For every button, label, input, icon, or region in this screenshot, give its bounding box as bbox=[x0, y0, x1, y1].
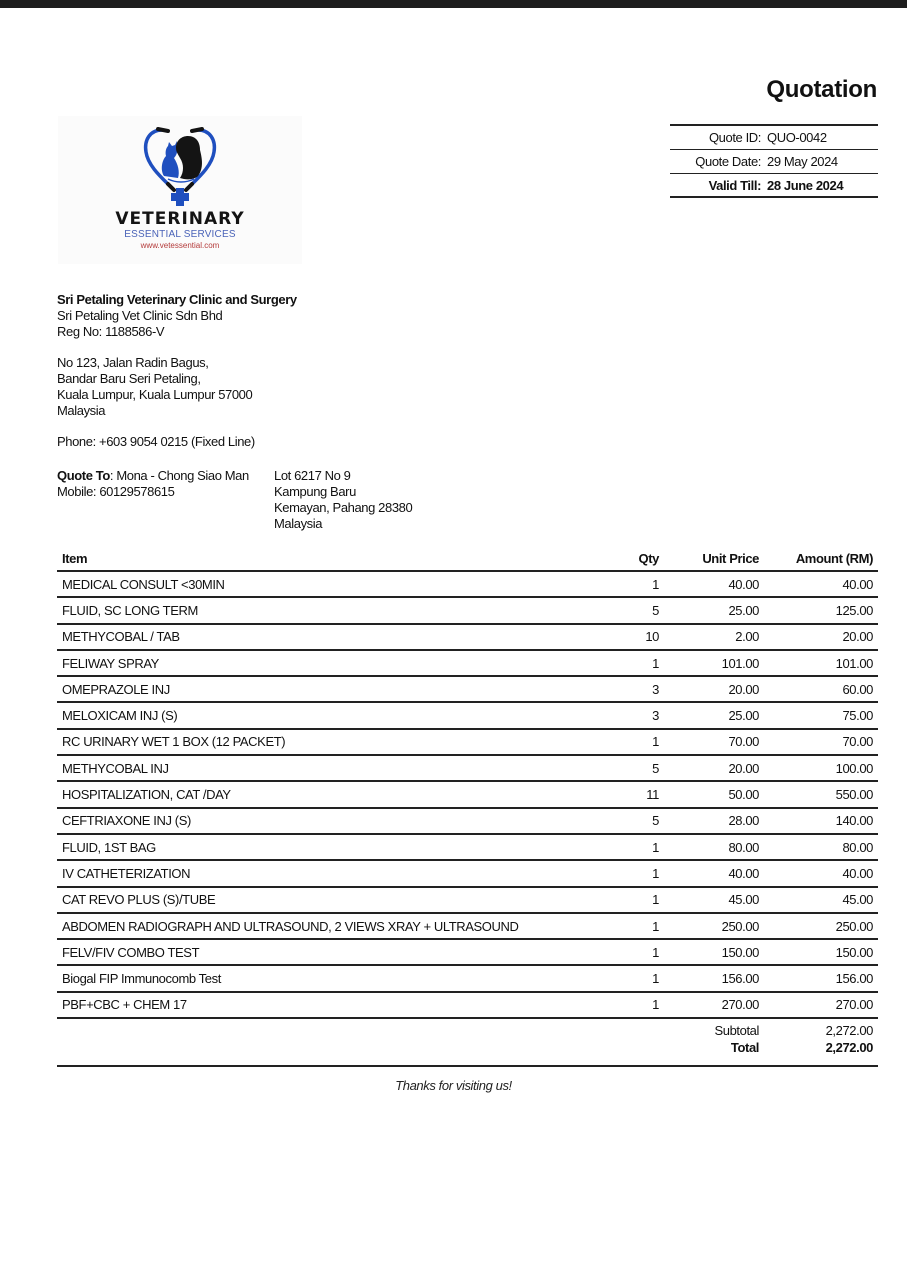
item-name: ABDOMEN RADIOGRAPH AND ULTRASOUND, 2 VIEWS XRAY + ULTRASOUND bbox=[57, 913, 604, 939]
clinic-address-line: Kuala Lumpur, Kuala Lumpur 57000 bbox=[57, 387, 253, 402]
quote-to-label: Quote To bbox=[57, 468, 110, 483]
item-amount: 250.00 bbox=[764, 913, 878, 939]
item-unit-price: 50.00 bbox=[664, 781, 764, 807]
customer-address-line: Kemayan, Pahang 28380 bbox=[274, 500, 413, 515]
header-qty: Qty bbox=[604, 546, 664, 571]
item-qty: 1 bbox=[604, 650, 664, 676]
item-amount: 140.00 bbox=[764, 808, 878, 834]
item-unit-price: 150.00 bbox=[664, 939, 764, 965]
quote-id-value: QUO-0042 bbox=[767, 130, 827, 145]
item-name: MELOXICAM INJ (S) bbox=[57, 702, 604, 728]
item-name: Biogal FIP Immunocomb Test bbox=[57, 965, 604, 991]
valid-till-row bbox=[670, 174, 878, 198]
table-header-row bbox=[57, 546, 878, 571]
table-row bbox=[57, 676, 878, 702]
table-row bbox=[57, 597, 878, 623]
item-qty: 5 bbox=[604, 597, 664, 623]
item-unit-price: 45.00 bbox=[664, 887, 764, 913]
item-name: METHYCOBAL INJ bbox=[57, 755, 604, 781]
logo-website: www.vetessential.com bbox=[140, 241, 220, 250]
customer-name-line bbox=[57, 468, 249, 484]
table-row bbox=[57, 939, 878, 965]
header-item: Item bbox=[57, 546, 604, 571]
total-row bbox=[57, 1038, 878, 1066]
item-amount: 101.00 bbox=[764, 650, 878, 676]
stethoscope-heart-cat-dog-icon bbox=[140, 126, 220, 208]
subtotal-row bbox=[57, 1018, 878, 1038]
table-row bbox=[57, 834, 878, 860]
table-row bbox=[57, 965, 878, 991]
clinic-address-line: No 123, Jalan Radin Bagus, bbox=[57, 355, 209, 370]
customer-address-line: Kampung Baru bbox=[274, 484, 356, 499]
quote-date-row bbox=[670, 150, 878, 174]
clinic-company: Sri Petaling Vet Clinic Sdn Bhd bbox=[57, 308, 223, 323]
item-amount: 270.00 bbox=[764, 992, 878, 1018]
table-row bbox=[57, 650, 878, 676]
logo-subtitle: ESSENTIAL SERVICES bbox=[124, 229, 236, 240]
item-name: CEFTRIAXONE INJ (S) bbox=[57, 808, 604, 834]
customer-info bbox=[57, 468, 249, 500]
clinic-name: Sri Petaling Veterinary Clinic and Surgery bbox=[57, 292, 297, 307]
item-qty: 10 bbox=[604, 624, 664, 650]
item-amount: 150.00 bbox=[764, 939, 878, 965]
item-name: FLUID, SC LONG TERM bbox=[57, 597, 604, 623]
table-row bbox=[57, 808, 878, 834]
table-row bbox=[57, 702, 878, 728]
item-qty: 1 bbox=[604, 834, 664, 860]
item-amount: 550.00 bbox=[764, 781, 878, 807]
company-logo bbox=[58, 116, 302, 264]
item-amount: 100.00 bbox=[764, 755, 878, 781]
item-amount: 156.00 bbox=[764, 965, 878, 991]
item-qty: 1 bbox=[604, 913, 664, 939]
subtotal-label: Subtotal bbox=[714, 1023, 759, 1039]
quote-meta-table bbox=[670, 124, 878, 198]
item-qty: 1 bbox=[604, 860, 664, 886]
table-row bbox=[57, 913, 878, 939]
item-qty: 1 bbox=[604, 939, 664, 965]
item-unit-price: 20.00 bbox=[664, 755, 764, 781]
quote-id-label: Quote ID: bbox=[708, 130, 761, 145]
thanks-message: Thanks for visiting us! bbox=[395, 1078, 512, 1093]
item-name: CAT REVO PLUS (S)/TUBE bbox=[57, 887, 604, 913]
customer-address-line: Lot 6217 No 9 bbox=[274, 468, 351, 483]
item-amount: 20.00 bbox=[764, 624, 878, 650]
item-unit-price: 250.00 bbox=[664, 913, 764, 939]
item-unit-price: 25.00 bbox=[664, 702, 764, 728]
item-qty: 1 bbox=[604, 571, 664, 597]
clinic-reg-no: Reg No: 1188586-V bbox=[57, 324, 165, 339]
table-row bbox=[57, 887, 878, 913]
item-name: OMEPRAZOLE INJ bbox=[57, 676, 604, 702]
item-qty: 5 bbox=[604, 808, 664, 834]
header-unit-price: Unit Price bbox=[664, 546, 764, 571]
quote-id-row bbox=[670, 126, 878, 150]
item-amount: 75.00 bbox=[764, 702, 878, 728]
item-unit-price: 40.00 bbox=[664, 860, 764, 886]
item-name: FELV/FIV COMBO TEST bbox=[57, 939, 604, 965]
valid-till-value: 28 June 2024 bbox=[767, 177, 844, 193]
customer-mobile: Mobile: 60129578615 bbox=[57, 484, 175, 499]
item-amount: 45.00 bbox=[764, 887, 878, 913]
table-row bbox=[57, 860, 878, 886]
item-amount: 80.00 bbox=[764, 834, 878, 860]
item-name: RC URINARY WET 1 BOX (12 PACKET) bbox=[57, 729, 604, 755]
item-unit-price: 156.00 bbox=[664, 965, 764, 991]
item-qty: 1 bbox=[604, 965, 664, 991]
clinic-info bbox=[57, 292, 297, 450]
table-row bbox=[57, 781, 878, 807]
item-unit-price: 80.00 bbox=[664, 834, 764, 860]
line-items-table bbox=[57, 546, 878, 1067]
clinic-address-line: Malaysia bbox=[57, 403, 106, 418]
item-qty: 1 bbox=[604, 887, 664, 913]
item-unit-price: 270.00 bbox=[664, 992, 764, 1018]
table-row bbox=[57, 992, 878, 1018]
item-name: IV CATHETERIZATION bbox=[57, 860, 604, 886]
item-qty: 1 bbox=[604, 992, 664, 1018]
table-row bbox=[57, 624, 878, 650]
total-label: Total bbox=[664, 1038, 764, 1066]
clinic-phone: Phone: +603 9054 0215 (Fixed Line) bbox=[57, 434, 255, 449]
customer-address-line: Malaysia bbox=[274, 516, 323, 531]
item-name: FLUID, 1ST BAG bbox=[57, 834, 604, 860]
table-row bbox=[57, 755, 878, 781]
item-qty: 11 bbox=[604, 781, 664, 807]
table-row bbox=[57, 571, 878, 597]
customer-name: : Mona - Chong Siao Man bbox=[109, 468, 249, 483]
item-unit-price: 20.00 bbox=[664, 676, 764, 702]
quote-date-value: 29 May 2024 bbox=[767, 154, 838, 169]
item-qty: 1 bbox=[604, 729, 664, 755]
item-name: MEDICAL CONSULT <30MIN bbox=[57, 571, 604, 597]
document-title: Quotation bbox=[766, 76, 877, 103]
table-row bbox=[57, 729, 878, 755]
item-qty: 3 bbox=[604, 676, 664, 702]
item-name: FELIWAY SPRAY bbox=[57, 650, 604, 676]
viewer-top-bar bbox=[0, 0, 907, 8]
item-amount: 70.00 bbox=[764, 729, 878, 755]
item-amount: 40.00 bbox=[764, 571, 878, 597]
quote-date-label: Quote Date: bbox=[695, 154, 761, 169]
item-amount: 60.00 bbox=[764, 676, 878, 702]
item-name: HOSPITALIZATION, CAT /DAY bbox=[57, 781, 604, 807]
logo-title: VETERINARY bbox=[115, 209, 245, 229]
item-qty: 5 bbox=[604, 755, 664, 781]
item-unit-price: 25.00 bbox=[664, 597, 764, 623]
item-name: PBF+CBC + CHEM 17 bbox=[57, 992, 604, 1018]
item-unit-price: 101.00 bbox=[664, 650, 764, 676]
item-unit-price: 2.00 bbox=[664, 624, 764, 650]
total-value: 2,272.00 bbox=[764, 1038, 878, 1066]
item-name: METHYCOBAL / TAB bbox=[57, 624, 604, 650]
item-unit-price: 70.00 bbox=[664, 729, 764, 755]
item-unit-price: 28.00 bbox=[664, 808, 764, 834]
customer-address bbox=[274, 468, 412, 532]
item-amount: 40.00 bbox=[764, 860, 878, 886]
item-amount: 125.00 bbox=[764, 597, 878, 623]
subtotal-value: 2,272.00 bbox=[825, 1023, 873, 1039]
valid-till-label: Valid Till: bbox=[708, 177, 761, 193]
item-unit-price: 40.00 bbox=[664, 571, 764, 597]
item-qty: 3 bbox=[604, 702, 664, 728]
clinic-address-line: Bandar Baru Seri Petaling, bbox=[57, 371, 201, 386]
header-amount: Amount (RM) bbox=[764, 546, 878, 571]
